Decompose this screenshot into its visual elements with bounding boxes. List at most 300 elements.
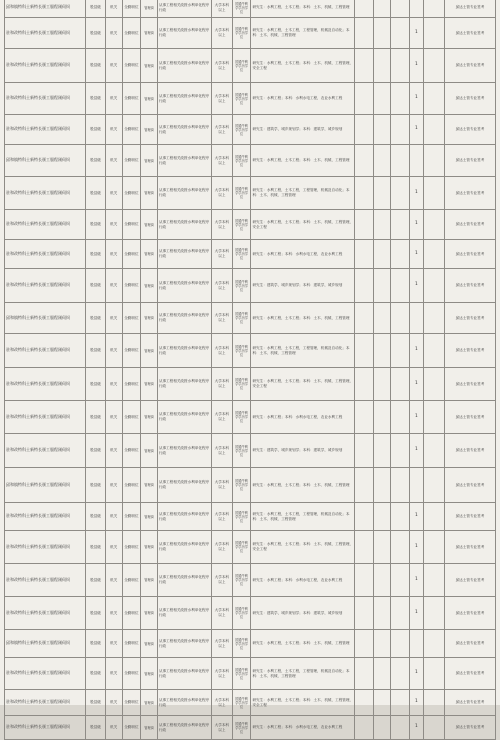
cell-ptype: 管理岗 xyxy=(141,210,158,240)
cell-count: 1 xyxy=(409,177,424,210)
cell-unit: 邱和镇特科土新特长颁工服程刚伺饲 xyxy=(5,468,86,503)
cell-ratio xyxy=(424,240,445,269)
cell-stype: 全勤职位 xyxy=(122,269,141,303)
cell-count: 1 xyxy=(409,115,424,145)
table-row xyxy=(5,716,496,740)
cell-qual: 国通牛利学学历学位 xyxy=(232,303,251,334)
cell-unit: 驻和改特科土新特长颁工服程刚伺饲 xyxy=(5,401,86,434)
cell-ratio xyxy=(424,18,445,49)
cell-ratio xyxy=(424,468,445,503)
cell-req: 从事工程相关改拨水利单化程序行政 xyxy=(157,145,211,177)
cell-unit: 驻和改特科土新特长颁工服程刚伺饲 xyxy=(5,368,86,401)
cell-nation xyxy=(374,434,391,468)
cell-note: 邱达土管专业签考 xyxy=(444,49,495,83)
cell-qual: 国通牛利学学历学位 xyxy=(232,177,251,210)
cell-edu: 大学本科以上 xyxy=(211,18,232,49)
cell-other xyxy=(355,303,374,334)
cell-qual: 国通牛利学学历学位 xyxy=(232,564,251,597)
cell-qual: 国通牛利学学历学位 xyxy=(232,630,251,658)
cell-count xyxy=(409,0,424,18)
cell-count: 1 xyxy=(409,334,424,368)
cell-stype: 全勤职位 xyxy=(122,210,141,240)
table-row xyxy=(5,49,496,83)
cell-note: 邱达土管专业签考 xyxy=(444,716,495,740)
cell-stype: 全勤职位 xyxy=(122,240,141,269)
cell-cat: 机关 xyxy=(105,690,122,716)
cell-unit: 驻和改特科土新特长颁工服程刚伺饲 xyxy=(5,564,86,597)
cell-major: 研究生：水利工程，土木工程；本科：土木、机械、工程管理，安全工程 xyxy=(251,210,355,240)
cell-req: 从事工程相关改拨水利单化程序行政 xyxy=(157,690,211,716)
cell-gender xyxy=(390,597,409,630)
cell-major: 研究生：水利工程；本科：水利水电工程，农业水利工程 xyxy=(251,401,355,434)
cell-gender xyxy=(390,0,409,18)
cell-lvl: 股县级 xyxy=(86,240,106,269)
table-row xyxy=(5,240,496,269)
cell-unit: 驻和改特科土新特长颁工服程刚伺饲 xyxy=(5,334,86,368)
cell-qual: 国通牛利学学历学位 xyxy=(232,0,251,18)
cell-lvl: 股县级 xyxy=(86,597,106,630)
cell-nation xyxy=(374,716,391,740)
cell-unit: 驻和改特科土新特长颁工服程刚伺饲 xyxy=(5,240,86,269)
cell-count xyxy=(409,145,424,177)
cell-cat: 机关 xyxy=(105,716,122,740)
cell-edu: 大学本科以上 xyxy=(211,0,232,18)
cell-lvl: 股县级 xyxy=(86,368,106,401)
cell-major: 研究生：水利工程，土木工程，工程管理，机械及自动化；本科：土木、机械、工程管理 xyxy=(251,177,355,210)
cell-ptype: 管理岗 xyxy=(141,658,158,690)
cell-edu: 大学本科以上 xyxy=(211,597,232,630)
cell-gender xyxy=(390,503,409,531)
cell-ptype: 管理岗 xyxy=(141,145,158,177)
cell-other xyxy=(355,0,374,18)
cell-qual: 国通牛利学学历学位 xyxy=(232,269,251,303)
table-row xyxy=(5,177,496,210)
cell-req: 从事工程相关改拨水利单化程序行政 xyxy=(157,240,211,269)
cell-gender xyxy=(390,531,409,564)
recruitment-table xyxy=(4,0,496,740)
cell-stype: 全勤职位 xyxy=(122,18,141,49)
cell-req: 从事工程相关改拨水利单化程序行政 xyxy=(157,210,211,240)
cell-req: 从事工程相关改拨水利单化程序行政 xyxy=(157,564,211,597)
cell-ratio xyxy=(424,83,445,115)
cell-other xyxy=(355,716,374,740)
cell-req: 从事工程相关改拨水利单化程序行政 xyxy=(157,269,211,303)
table-row xyxy=(5,0,496,18)
cell-ratio xyxy=(424,177,445,210)
cell-unit: 驻和改特科土新特长颁工服程刚伺饲 xyxy=(5,269,86,303)
cell-unit: 邱和镇特科土新特长颁工服程刚伺饲 xyxy=(5,303,86,334)
table-row xyxy=(5,503,496,531)
cell-cat: 机关 xyxy=(105,49,122,83)
cell-nation xyxy=(374,177,391,210)
cell-nation xyxy=(374,83,391,115)
cell-ratio xyxy=(424,303,445,334)
cell-note: 邱达土管专业签考 xyxy=(444,368,495,401)
cell-cat: 机关 xyxy=(105,468,122,503)
table-row xyxy=(5,630,496,658)
cell-gender xyxy=(390,434,409,468)
cell-unit: 驻和改特科土新特长颁工服程刚伺饲 xyxy=(5,177,86,210)
cell-note: 邱达土管专业签考 xyxy=(444,658,495,690)
cell-cat: 机关 xyxy=(105,18,122,49)
cell-unit: 驻和改特科土新特长颁工服程刚伺饲 xyxy=(5,18,86,49)
cell-req: 从事工程相关改拨水利单化程序行政 xyxy=(157,49,211,83)
cell-stype: 全勤职位 xyxy=(122,83,141,115)
cell-unit: 邱和镇特科土新特长颁工服程刚伺饲 xyxy=(5,0,86,18)
cell-other xyxy=(355,690,374,716)
cell-qual: 国通牛利学学历学位 xyxy=(232,401,251,434)
cell-gender xyxy=(390,115,409,145)
cell-gender xyxy=(390,690,409,716)
cell-edu: 大学本科以上 xyxy=(211,531,232,564)
cell-stype: 全勤职位 xyxy=(122,49,141,83)
cell-ratio xyxy=(424,49,445,83)
cell-major: 研究生：水利工程，土木工程；本科：土木、机械、工程管理 xyxy=(251,145,355,177)
cell-cat: 机关 xyxy=(105,0,122,18)
cell-note: 邱达土管专业签考 xyxy=(444,18,495,49)
cell-count xyxy=(409,468,424,503)
cell-lvl: 股县级 xyxy=(86,716,106,740)
cell-note: 邱达土管专业签考 xyxy=(444,334,495,368)
cell-nation xyxy=(374,210,391,240)
cell-gender xyxy=(390,564,409,597)
cell-stype: 全勤职位 xyxy=(122,303,141,334)
cell-note: 邱达土管专业签考 xyxy=(444,145,495,177)
cell-lvl: 股县级 xyxy=(86,531,106,564)
cell-stype: 全勤职位 xyxy=(122,115,141,145)
cell-ptype: 管理岗 xyxy=(141,690,158,716)
cell-ratio xyxy=(424,0,445,18)
cell-nation xyxy=(374,401,391,434)
cell-major: 研究生：水利工程，土木工程，工程管理，机械及自动化；本科：土木、机械、工程管理 xyxy=(251,334,355,368)
cell-lvl: 股县级 xyxy=(86,468,106,503)
cell-note: 邱达土管专业签考 xyxy=(444,564,495,597)
cell-qual: 国通牛利学学历学位 xyxy=(232,368,251,401)
cell-qual: 国通牛利学学历学位 xyxy=(232,690,251,716)
cell-req: 从事工程相关改拨水利单化程序行政 xyxy=(157,334,211,368)
cell-ratio xyxy=(424,368,445,401)
cell-ptype: 管理岗 xyxy=(141,0,158,18)
cell-count: 1 xyxy=(409,658,424,690)
cell-count: 1 xyxy=(409,18,424,49)
cell-nation xyxy=(374,531,391,564)
cell-lvl: 股县级 xyxy=(86,401,106,434)
cell-ratio xyxy=(424,434,445,468)
cell-ptype: 管理岗 xyxy=(141,564,158,597)
cell-lvl: 股县级 xyxy=(86,564,106,597)
cell-nation xyxy=(374,630,391,658)
cell-major: 研究生：建筑学，城乡规划学；本科：建筑学，城乡规划 xyxy=(251,269,355,303)
cell-edu: 大学本科以上 xyxy=(211,210,232,240)
cell-ptype: 管理岗 xyxy=(141,49,158,83)
cell-gender xyxy=(390,630,409,658)
cell-other xyxy=(355,334,374,368)
cell-unit: 驻和改特科土新特长颁工服程刚伺饲 xyxy=(5,690,86,716)
cell-lvl: 股县级 xyxy=(86,49,106,83)
cell-major: 研究生：建筑学，城乡规划学；本科：建筑学，城乡规划 xyxy=(251,115,355,145)
cell-gender xyxy=(390,240,409,269)
cell-nation xyxy=(374,0,391,18)
cell-cat: 机关 xyxy=(105,658,122,690)
cell-stype: 全勤职位 xyxy=(122,401,141,434)
cell-qual: 国通牛利学学历学位 xyxy=(232,597,251,630)
cell-count: 1 xyxy=(409,368,424,401)
cell-nation xyxy=(374,303,391,334)
cell-count: 1 xyxy=(409,49,424,83)
table-row xyxy=(5,334,496,368)
cell-qual: 国通牛利学学历学位 xyxy=(232,334,251,368)
cell-unit: 驻和改特科土新特长颁工服程刚伺饲 xyxy=(5,503,86,531)
cell-stype: 全勤职位 xyxy=(122,690,141,716)
cell-cat: 机关 xyxy=(105,531,122,564)
cell-stype: 全勤职位 xyxy=(122,503,141,531)
table-row xyxy=(5,368,496,401)
cell-ptype: 管理岗 xyxy=(141,303,158,334)
cell-ptype: 管理岗 xyxy=(141,177,158,210)
cell-lvl: 股县级 xyxy=(86,115,106,145)
cell-major: 研究生：建筑学，城乡规划学；本科：建筑学，城乡规划 xyxy=(251,597,355,630)
cell-other xyxy=(355,658,374,690)
cell-count: 1 xyxy=(409,564,424,597)
cell-count: 1 xyxy=(409,716,424,740)
cell-other xyxy=(355,210,374,240)
cell-stype: 全勤职位 xyxy=(122,0,141,18)
cell-count xyxy=(409,630,424,658)
cell-major: 研究生：水利工程；本科：水利水电工程，农业水利工程 xyxy=(251,83,355,115)
cell-note: 邱达土管专业签考 xyxy=(444,630,495,658)
cell-req: 从事工程相关改拨水利单化程序行政 xyxy=(157,303,211,334)
cell-cat: 机关 xyxy=(105,145,122,177)
cell-unit: 邱和镇特科土新特长颁工服程刚伺饲 xyxy=(5,145,86,177)
cell-qual: 国通牛利学学历学位 xyxy=(232,503,251,531)
cell-cat: 机关 xyxy=(105,269,122,303)
cell-stype: 全勤职位 xyxy=(122,597,141,630)
cell-major: 研究生：水利工程，土木工程；本科：土木、机械、工程管理 xyxy=(251,630,355,658)
cell-qual: 国通牛利学学历学位 xyxy=(232,434,251,468)
cell-req: 从事工程相关改拨水利单化程序行政 xyxy=(157,18,211,49)
cell-note: 邱达土管专业签考 xyxy=(444,401,495,434)
cell-gender xyxy=(390,269,409,303)
cell-ratio xyxy=(424,531,445,564)
cell-note: 邱达土管专业签考 xyxy=(444,503,495,531)
cell-qual: 国通牛利学学历学位 xyxy=(232,18,251,49)
cell-nation xyxy=(374,597,391,630)
cell-nation xyxy=(374,269,391,303)
cell-req: 从事工程相关改拨水利单化程序行政 xyxy=(157,531,211,564)
cell-gender xyxy=(390,468,409,503)
cell-req: 从事工程相关改拨水利单化程序行政 xyxy=(157,597,211,630)
cell-req: 从事工程相关改拨水利单化程序行政 xyxy=(157,503,211,531)
cell-cat: 机关 xyxy=(105,334,122,368)
cell-count: 1 xyxy=(409,434,424,468)
table-row xyxy=(5,303,496,334)
cell-req: 从事工程相关改拨水利单化程序行政 xyxy=(157,630,211,658)
cell-ratio xyxy=(424,334,445,368)
table-row xyxy=(5,468,496,503)
cell-nation xyxy=(374,115,391,145)
cell-major: 研究生：水利工程，土木工程；本科：土木、机械、工程管理 xyxy=(251,0,355,18)
cell-other xyxy=(355,115,374,145)
cell-cat: 机关 xyxy=(105,564,122,597)
cell-ptype: 管理岗 xyxy=(141,401,158,434)
cell-edu: 大学本科以上 xyxy=(211,434,232,468)
cell-unit: 驻和改特科土新特长颁工服程刚伺饲 xyxy=(5,49,86,83)
cell-stype: 全勤职位 xyxy=(122,368,141,401)
table-row xyxy=(5,115,496,145)
cell-ptype: 管理岗 xyxy=(141,531,158,564)
table-row xyxy=(5,145,496,177)
cell-count: 1 xyxy=(409,690,424,716)
cell-nation xyxy=(374,564,391,597)
cell-nation xyxy=(374,690,391,716)
table-row xyxy=(5,597,496,630)
cell-unit: 驻和改特科土新特长颁工服程刚伺饲 xyxy=(5,597,86,630)
cell-gender xyxy=(390,303,409,334)
cell-other xyxy=(355,269,374,303)
cell-nation xyxy=(374,368,391,401)
cell-lvl: 股县级 xyxy=(86,503,106,531)
cell-qual: 国通牛利学学历学位 xyxy=(232,468,251,503)
cell-note: 邱达土管专业签考 xyxy=(444,531,495,564)
cell-stype: 全勤职位 xyxy=(122,434,141,468)
cell-edu: 大学本科以上 xyxy=(211,115,232,145)
cell-ptype: 管理岗 xyxy=(141,630,158,658)
cell-gender xyxy=(390,18,409,49)
cell-note: 邱达土管专业签考 xyxy=(444,0,495,18)
cell-edu: 大学本科以上 xyxy=(211,658,232,690)
cell-note: 邱达土管专业签考 xyxy=(444,597,495,630)
cell-lvl: 股县级 xyxy=(86,334,106,368)
table-row xyxy=(5,690,496,716)
cell-ptype: 管理岗 xyxy=(141,240,158,269)
cell-edu: 大学本科以上 xyxy=(211,177,232,210)
cell-count: 1 xyxy=(409,83,424,115)
cell-qual: 国通牛利学学历学位 xyxy=(232,240,251,269)
cell-note: 邱达土管专业签考 xyxy=(444,210,495,240)
cell-count: 1 xyxy=(409,210,424,240)
cell-count xyxy=(409,303,424,334)
cell-lvl: 股县级 xyxy=(86,177,106,210)
cell-ratio xyxy=(424,658,445,690)
cell-note: 邱达土管专业签考 xyxy=(444,115,495,145)
cell-major: 研究生：水利工程，土木工程；本科：土木、机械、工程管理 xyxy=(251,468,355,503)
cell-gender xyxy=(390,716,409,740)
cell-stype: 全勤职位 xyxy=(122,564,141,597)
cell-lvl: 股县级 xyxy=(86,18,106,49)
cell-ratio xyxy=(424,503,445,531)
cell-ptype: 管理岗 xyxy=(141,503,158,531)
cell-note: 邱达土管专业签考 xyxy=(444,269,495,303)
cell-other xyxy=(355,468,374,503)
cell-major: 研究生：水利工程，土木工程；本科：土木、机械、工程管理，安全工程 xyxy=(251,368,355,401)
cell-req: 从事工程相关改拨水利单化程序行政 xyxy=(157,401,211,434)
cell-unit: 驻和改特科土新特长颁工服程刚伺饲 xyxy=(5,434,86,468)
cell-count: 1 xyxy=(409,531,424,564)
cell-note: 邱达土管专业签考 xyxy=(444,468,495,503)
cell-ratio xyxy=(424,210,445,240)
cell-req: 从事工程相关改拨水利单化程序行政 xyxy=(157,658,211,690)
cell-other xyxy=(355,503,374,531)
cell-major: 研究生：水利工程；本科：水利水电工程，农业水利工程 xyxy=(251,716,355,740)
cell-edu: 大学本科以上 xyxy=(211,368,232,401)
cell-stype: 全勤职位 xyxy=(122,145,141,177)
cell-nation xyxy=(374,334,391,368)
cell-edu: 大学本科以上 xyxy=(211,83,232,115)
cell-edu: 大学本科以上 xyxy=(211,334,232,368)
cell-note: 邱达土管专业签考 xyxy=(444,83,495,115)
cell-req: 从事工程相关改拨水利单化程序行政 xyxy=(157,368,211,401)
cell-major: 研究生：水利工程，土木工程；本科：土木、机械、工程管理，安全工程 xyxy=(251,690,355,716)
cell-other xyxy=(355,401,374,434)
cell-other xyxy=(355,177,374,210)
cell-unit: 驻和改特科土新特长颁工服程刚伺饲 xyxy=(5,83,86,115)
cell-count: 1 xyxy=(409,269,424,303)
cell-qual: 国通牛利学学历学位 xyxy=(232,145,251,177)
cell-qual: 国通牛利学学历学位 xyxy=(232,531,251,564)
cell-edu: 大学本科以上 xyxy=(211,716,232,740)
cell-qual: 国通牛利学学历学位 xyxy=(232,49,251,83)
cell-ptype: 管理岗 xyxy=(141,334,158,368)
cell-stype: 全勤职位 xyxy=(122,630,141,658)
cell-req: 从事工程相关改拨水利单化程序行政 xyxy=(157,177,211,210)
cell-ratio xyxy=(424,597,445,630)
cell-lvl: 股县级 xyxy=(86,630,106,658)
cell-qual: 国通牛利学学历学位 xyxy=(232,210,251,240)
cell-gender xyxy=(390,401,409,434)
cell-ptype: 管理岗 xyxy=(141,83,158,115)
cell-cat: 机关 xyxy=(105,368,122,401)
cell-qual: 国通牛利学学历学位 xyxy=(232,115,251,145)
cell-qual: 国通牛利学学历学位 xyxy=(232,658,251,690)
cell-major: 研究生：水利工程；本科：水利水电工程，农业水利工程 xyxy=(251,240,355,269)
cell-edu: 大学本科以上 xyxy=(211,401,232,434)
cell-other xyxy=(355,240,374,269)
cell-count: 1 xyxy=(409,503,424,531)
cell-gender xyxy=(390,210,409,240)
cell-ptype: 管理岗 xyxy=(141,368,158,401)
cell-qual: 国通牛利学学历学位 xyxy=(232,716,251,740)
cell-gender xyxy=(390,83,409,115)
cell-lvl: 股县级 xyxy=(86,303,106,334)
cell-gender xyxy=(390,658,409,690)
cell-ptype: 管理岗 xyxy=(141,468,158,503)
cell-ratio xyxy=(424,269,445,303)
cell-edu: 大学本科以上 xyxy=(211,564,232,597)
cell-unit: 驻和改特科土新特长颁工服程刚伺饲 xyxy=(5,115,86,145)
cell-other xyxy=(355,83,374,115)
cell-ratio xyxy=(424,564,445,597)
cell-count: 1 xyxy=(409,240,424,269)
cell-ratio xyxy=(424,115,445,145)
cell-edu: 大学本科以上 xyxy=(211,240,232,269)
cell-major: 研究生：水利工程，土木工程；本科：土木、机械、工程管理 xyxy=(251,303,355,334)
cell-other xyxy=(355,630,374,658)
cell-major: 研究生：水利工程，土木工程，工程管理，机械及自动化；本科：土木、机械、工程管理 xyxy=(251,658,355,690)
table-row xyxy=(5,434,496,468)
cell-cat: 机关 xyxy=(105,83,122,115)
cell-edu: 大学本科以上 xyxy=(211,630,232,658)
cell-ratio xyxy=(424,145,445,177)
cell-other xyxy=(355,564,374,597)
cell-major: 研究生：水利工程；本科：水利水电工程，农业水利工程 xyxy=(251,564,355,597)
cell-stype: 全勤职位 xyxy=(122,334,141,368)
cell-req: 从事工程相关改拨水利单化程序行政 xyxy=(157,0,211,18)
cell-edu: 大学本科以上 xyxy=(211,303,232,334)
cell-major: 研究生：建筑学，城乡规划学；本科：建筑学，城乡规划 xyxy=(251,434,355,468)
cell-gender xyxy=(390,334,409,368)
cell-nation xyxy=(374,468,391,503)
cell-stype: 全勤职位 xyxy=(122,531,141,564)
